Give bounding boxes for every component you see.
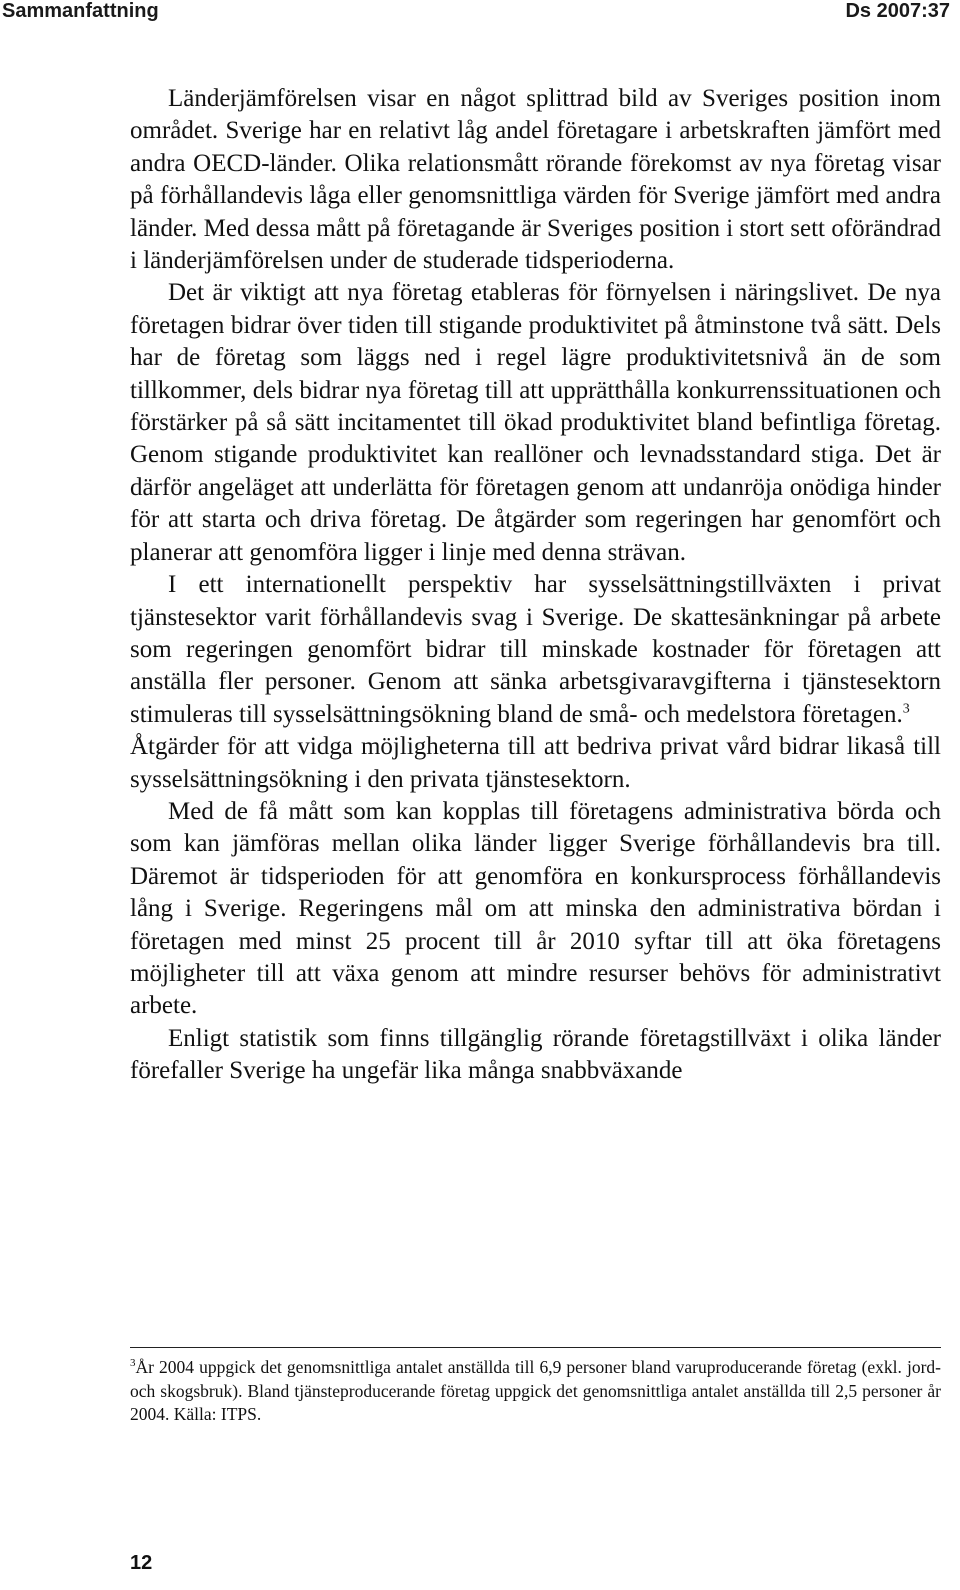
footnote-text: År 2004 uppgick det genomsnittliga antalet anställda till 6,9 personer bland varuproducerande företag (exkl. jord- och skogsbruk). Bland tjänsteproducerande företag uppgick det genomsnittliga antalet anställda till 2,5 personer år 2004. Källa: ITPS. [130, 1357, 941, 1424]
document-id: Ds 2007:37 [845, 0, 950, 22]
paragraph-3-text: I ett internationellt perspektiv har sysselsättningstillväxten i privat tjänstesektor varit förhållandevis svag i Sverige. De skattesänkningar på arbete som regeringen genomfört bidrar till minskade kostnader för företagen att anställa fler personer. Genom att sänka arbetsgivaravgifterna i tjänstesektorn stimuleras till sysselsättningsökning bland de små- och medelstora företagen. [130, 571, 941, 728]
paragraph-1: Länderjämförelsen visar en något splittrad bild av Sveriges position inom området. Sverige har en relativt låg andel företagare i arbetskraften jämfört med andra OECD-länder. Olika relationsmått rörande förekomst av nya företag visar på förhållandevis låga eller genomsnittliga värden för Sverige jämfört med andra länder. Med dessa mått på företagande är Sveriges position i stort sett oförändrad i länderjämförelsen under de studerade tidsperioderna. [130, 85, 941, 275]
footnote [130, 1356, 941, 1427]
footnote-divider [130, 1347, 941, 1348]
paragraph-3 [130, 569, 941, 731]
paragraph-5: Med de få mått som kan kopplas till företagens administrativa börda och som kan jämföras mellan olika länder ligger Sverige förhållandevis bra till. Däremot är tidsperioden för att genomföra en konkursprocess förhållandevis lång i Sverige. Regeringens mål om att minska den administrativa bördan i företagen med minst 25 procent till år 2010 syftar till att öka företagens möjligheter till att växa genom att mindre resurser behövs för administrativt arbete. [130, 797, 941, 1020]
page-number: 12 [130, 1552, 153, 1574]
footnote-reference[interactable]: 3 [902, 701, 910, 717]
body-text [130, 83, 941, 1088]
page-header [0, 0, 960, 26]
paragraph-6: Enligt statistik som finns tillgänglig rörande företagstillväxt i olika länder förefaller Sverige ha ungefär lika många snabbväxande [130, 1024, 941, 1085]
paragraph-4: Åtgärder för att vidga möjligheterna till att bedriva privat vård bidrar likaså till sysselsättningsökning i den privata tjänstesektorn. [130, 733, 941, 793]
paragraph-2: Det är viktigt att nya företag etableras för förnyelsen i näringslivet. De nya företagen bidrar över tiden till stigande produktivitet på åtminstone två sätt. Dels har de företag som läggs ned i regel lägre produktivitetsnivå än de som tillkommer, dels bidrar nya företag till att upprätthålla konkurrenssituationen och förstärker på så sätt incitamentet till ökad produktivitet bland befintliga företag. Genom stigande produktivitet kan reallöner och levnadsstandard stiga. Det är därför angeläget att underlätta för företagen genom att undanröja onödiga hinder för att starta och driva företag. De åtgärder som regeringen har genomfört och planerar att genomföra ligger i linje med denna strävan. [130, 279, 941, 566]
footnote-number: 3 [130, 1357, 136, 1370]
section-title: Sammanfattning [2, 0, 159, 22]
